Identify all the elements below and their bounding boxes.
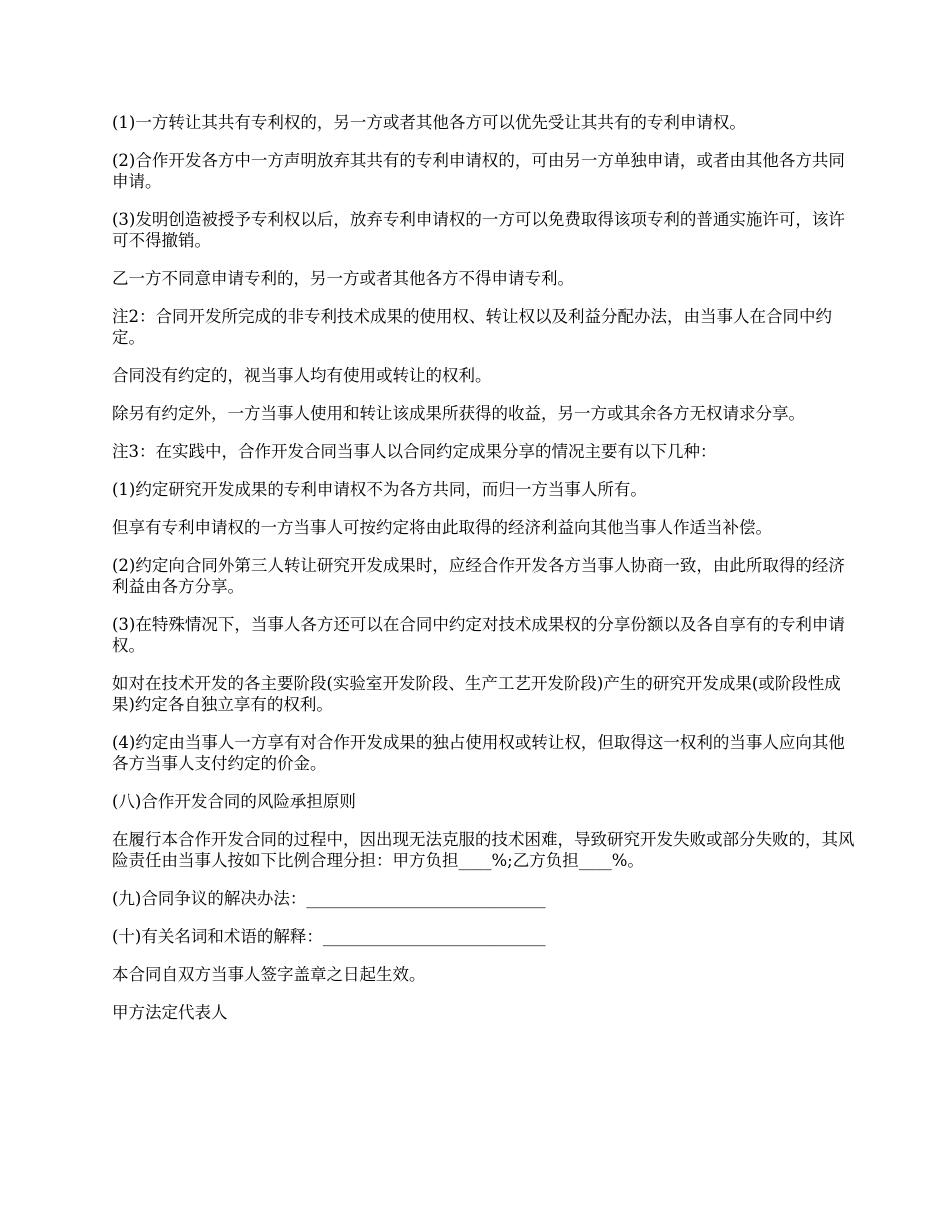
paragraph-disagree-apply: 乙一方不同意申请专利的，另一方或者其他各方不得申请专利。 [112,269,574,288]
paragraph-transfer-joint-patent: (1)一方转让其共有专利权的，另一方或者其他各方可以优先受让其共有的专利申请权。 [112,113,746,132]
paragraph-effective-date: 本合同自双方当事人签字盖章之日起生效。 [112,965,426,984]
signature-party-a-representative: 甲方法定代表人 [112,1003,228,1022]
paragraph-compensation: 但享有专利申请权的一方当事人可按约定将由此取得的经济利益向其他当事人作适当补偿。 [112,518,772,537]
paragraph-revenue-share: 除另有约定外，一方当事人使用和转让该成果所获得的收益，另一方或其余各方无权请求分享。 [112,404,805,423]
paragraph-case-4: (4)约定由当事人一方享有对合作开发成果的独占使用权或转让权，但取得这一权利的当事人应向其他各方当事人支付约定的价金。 [112,733,845,773]
paragraph-risk-allocation: 在履行本合作开发合同的过程中，因出现无法克服的技术困难，导致研究开发失败或部分失败的，其风险责任由当事人按如下比例合理分担：甲方负担____%;乙方负担____%。 [112,830,855,870]
document-body [112,112,857,1040]
section-dispute-resolution: (九)合同争议的解决办法：_____________________________ [112,889,546,908]
paragraph-case-3: (3)在特殊情况下，当事人各方还可以在合同中约定对技术成果权的分享份额以及各自享有的专利申请权。 [112,615,845,655]
paragraph-case-1: (1)约定研究开发成果的专利申请权不为各方共同，而归一方当事人所有。 [112,480,647,499]
paragraph-note-2: 注2：合同开发所完成的非专利技术成果的使用权、转让权以及利益分配办法，由当事人在合同中约定。 [112,307,832,347]
paragraph-free-license: (3)发明创造被授予专利权以后，放弃专利申请权的一方可以免费取得该项专利的普通实施许可，该许可不得撤销。 [112,210,845,250]
paragraph-no-agreement: 合同没有约定的，视当事人均有使用或转让的权利。 [112,366,492,385]
section-heading-risk: (八)合作开发合同的风险承担原则 [112,792,356,811]
paragraph-stage-rights: 如对在技术开发的各主要阶段(实验室开发阶段、生产工艺开发阶段)产生的研究开发成果(或阶段性成果)约定各自独立享有的权利。 [112,674,841,714]
section-terms-definition: (十)有关名词和术语的解释：___________________________ [112,927,546,946]
paragraph-note-3: 注3：在实践中，合作开发合同当事人以合同约定成果分享的情况主要有以下几种： [112,442,717,461]
paragraph-case-2: (2)约定向合同外第三人转让研究开发成果时，应经合作开发各方当事人协商一致，由此所取得的经济利益由各方分享。 [112,556,845,596]
paragraph-waive-application-right: (2)合作开发各方中一方声明放弃其共有的专利申请权的，可由另一方单独申请，或者由其他各方共同申请。 [112,151,845,191]
